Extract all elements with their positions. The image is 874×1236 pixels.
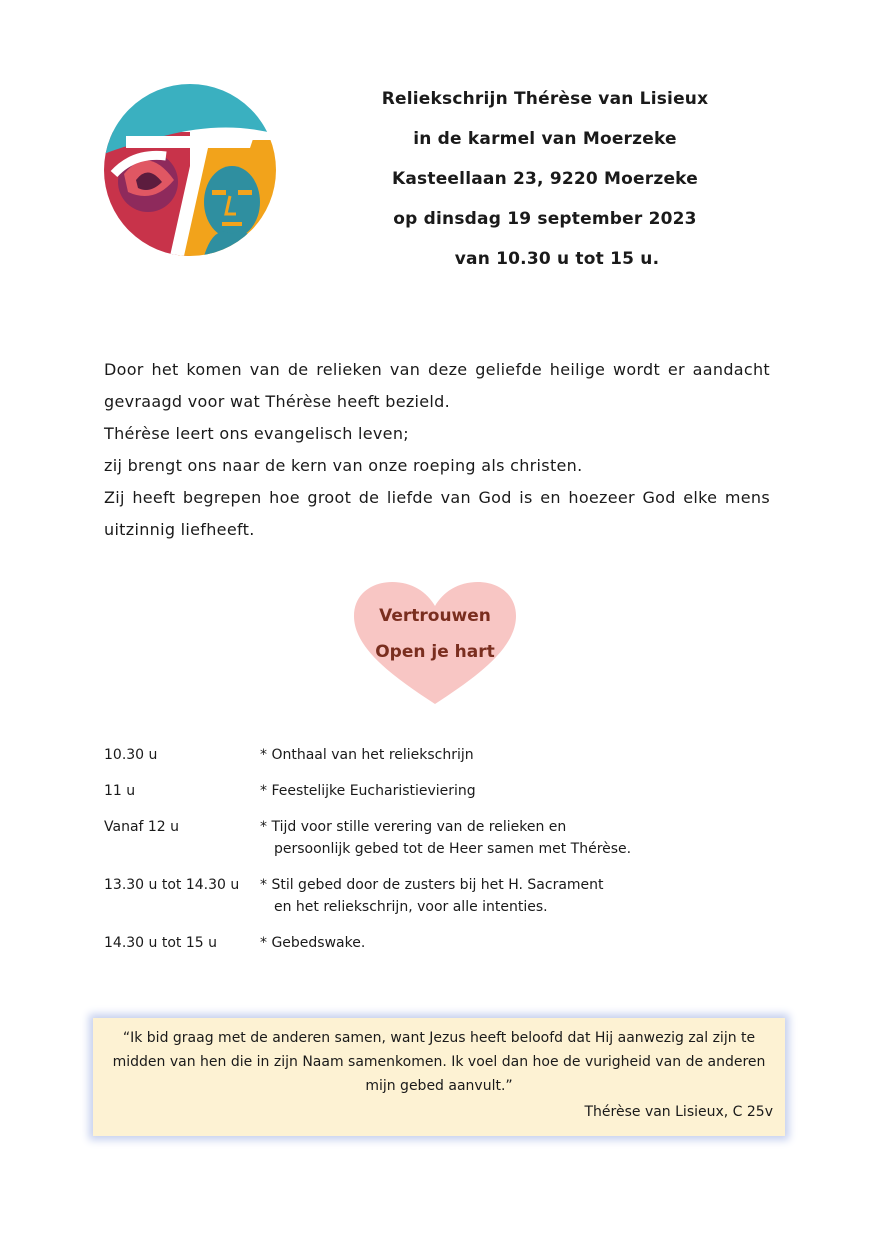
quote-text: “Ik bid graag met de anderen samen, want Jezus heeft beloofd dat Hij aanwezig zal zijn te midden van hen die in zijn Naam samenkomen. Ik voel dan hoe de vurigheid van de anderen mijn gebed aanvult.” [112, 1030, 766, 1094]
header-time: van 10.30 u tot 15 u. [454, 249, 660, 269]
quote-box [93, 1018, 785, 1136]
schedule-line: * Tijd voor stille verering van de relieken en [260, 819, 567, 835]
schedule-line: * Stil gebed door de zusters bij het H. Sacrament [260, 877, 604, 893]
schedule-line: en het reliekschrijn, voor alle intenties. [274, 899, 548, 915]
schedule-description [260, 780, 784, 802]
schedule-description [260, 874, 784, 918]
heart-line-trust: Vertrouwen [379, 606, 491, 626]
schedule-line: * Gebedswake. [260, 935, 366, 951]
heart-text [352, 598, 518, 670]
intro-paragraph: Zij heeft begrepen hoe groot de liefde van God is en hoezeer God elke mens uitzinnig liefheeft. [104, 488, 770, 539]
header-title: Reliekschrijn Thérèse van Lisieux [381, 89, 709, 109]
therese-logo [104, 84, 276, 256]
quote-source: Thérèse van Lisieux, C 25v [584, 1104, 773, 1120]
schedule-row [104, 816, 784, 860]
event-header [330, 86, 760, 286]
schedule-time: Vanaf 12 u [104, 819, 180, 835]
schedule-row [104, 780, 784, 802]
schedule-line: * Feestelijke Eucharistieviering [260, 783, 476, 799]
schedule-time: 14.30 u tot 15 u [104, 935, 217, 951]
intro-paragraph: Door het komen van de relieken van deze geliefde heilige wordt er aandacht gevraagd voor wat Thérèse heeft bezield. [104, 360, 770, 411]
intro-paragraph: Thérèse leert ons evangelisch leven; [104, 424, 409, 443]
schedule-description [260, 816, 784, 860]
schedule-time: 10.30 u [104, 747, 158, 763]
schedule-time: 11 u [104, 783, 136, 799]
intro-paragraph: zij brengt ons naar de kern van onze roeping als christen. [104, 456, 583, 475]
schedule-time: 13.30 u tot 14.30 u [104, 877, 240, 893]
schedule-line: persoonlijk gebed tot de Heer samen met Thérèse. [274, 841, 632, 857]
schedule-row [104, 744, 784, 766]
header-location: in de karmel van Moerzeke [413, 129, 677, 149]
header-address: Kasteellaan 23, 9220 Moerzeke [392, 169, 698, 189]
schedule-description [260, 744, 784, 766]
schedule [104, 744, 784, 968]
schedule-row [104, 932, 784, 954]
schedule-description [260, 932, 784, 954]
heart-line-open: Open je hart [375, 642, 495, 662]
schedule-line: * Onthaal van het reliekschrijn [260, 747, 474, 763]
schedule-row [104, 874, 784, 918]
intro-text [104, 354, 770, 546]
header-date: op dinsdag 19 september 2023 [393, 209, 697, 229]
